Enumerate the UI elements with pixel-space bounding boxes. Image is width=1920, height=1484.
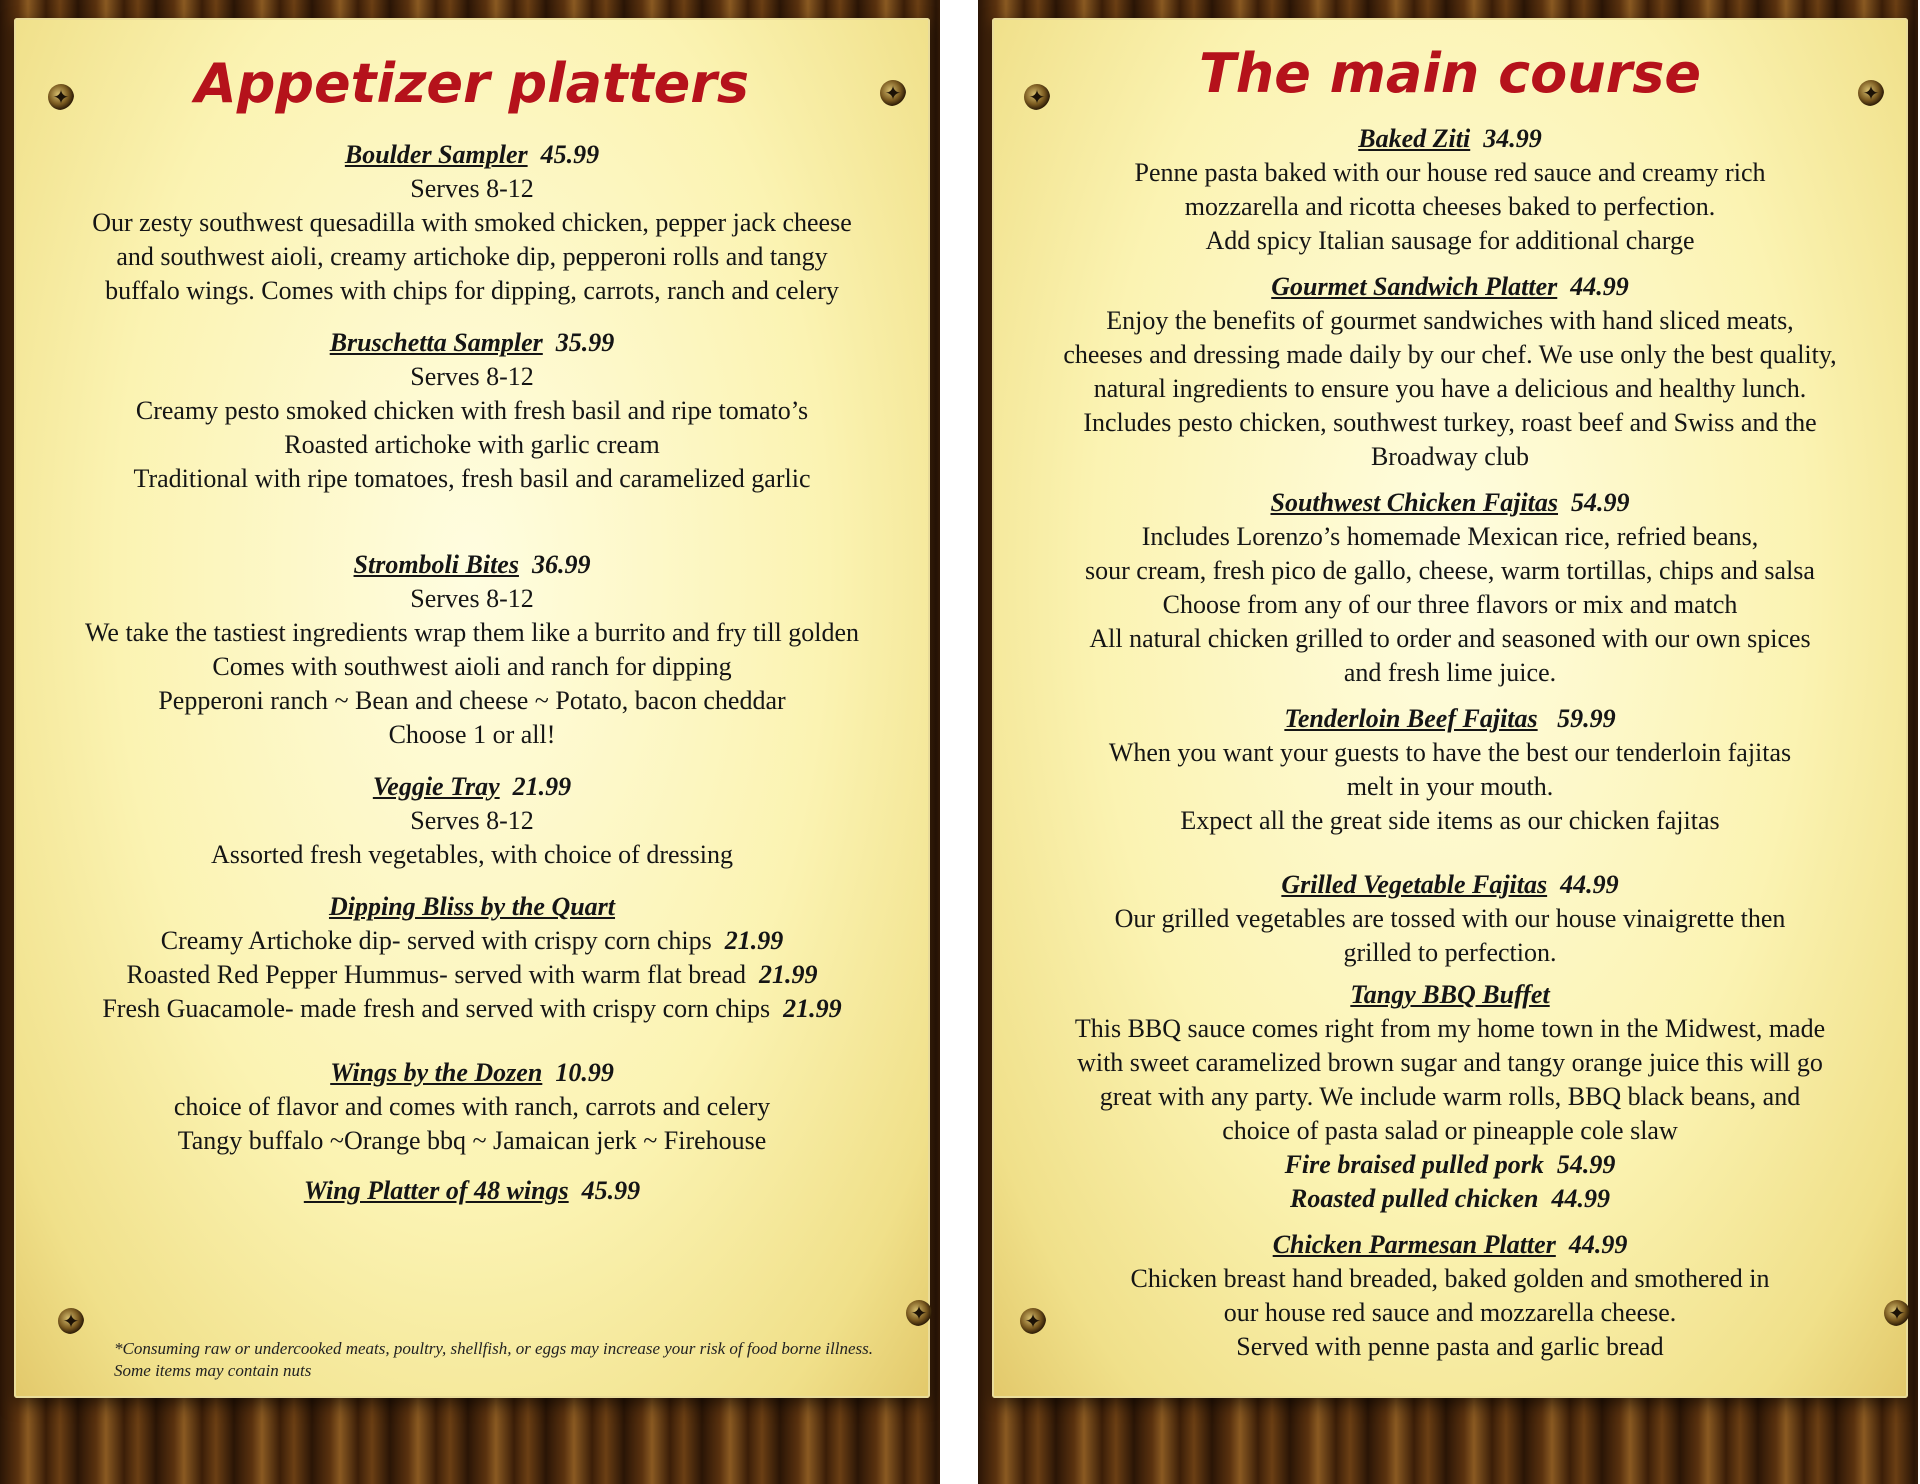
menu-item-dipping-bliss <box>14 890 930 1026</box>
item-name: Dipping Bliss by the Quart <box>328 892 616 921</box>
menu-item-stromboli-bites <box>14 548 930 752</box>
item-name: Tenderloin Beef Fajitas <box>1284 704 1538 733</box>
page-title: The main course <box>1198 42 1702 105</box>
description-line: melt in your mouth. <box>1346 772 1554 801</box>
description-line: Assorted fresh vegetables, with choice of dressing <box>210 840 734 869</box>
item-name: Baked Ziti <box>1358 124 1471 153</box>
item-name: Gourmet Sandwich Platter <box>1271 272 1558 301</box>
item-price: 35.99 <box>555 328 615 357</box>
thumbtack-icon: ✦ <box>1024 84 1050 110</box>
description-line: with sweet caramelized brown sugar and tangy orange juice this will go <box>1077 1048 1823 1077</box>
description-line: cheeses and dressing made daily by our chef. We use only the best quality, <box>1063 340 1837 369</box>
description-line: Choose from any of our three flavors or mix and match <box>1162 590 1738 619</box>
menu-item-tangy-bbq-buffet <box>992 978 1908 1216</box>
menu-item-veggie-tray <box>14 770 930 872</box>
serves-text: Serves 8-12 <box>410 806 534 835</box>
item-price: 54.99 <box>1571 488 1630 517</box>
menu-item-gourmet-sandwich-platter <box>992 270 1908 474</box>
description-line: and fresh lime juice. <box>1343 658 1557 687</box>
item-price: 44.99 <box>1568 1230 1628 1259</box>
description-line: choice of flavor and comes with ranch, carrots and celery <box>173 1092 771 1121</box>
menu-item-tenderloin-beef-fajitas <box>992 702 1908 838</box>
description-line: Includes Lorenzo’s homemade Mexican rice, refried beans, <box>1141 522 1759 551</box>
description-line: Broadway club <box>1370 442 1530 471</box>
item-name: Chicken Parmesan Platter <box>1272 1230 1556 1259</box>
item-price: 45.99 <box>581 1176 641 1205</box>
food-safety-disclaimer: *Consuming raw or undercooked meats, poultry, shellfish, or eggs may increase your risk of food borne illness. Some items may contain nuts <box>114 1339 873 1380</box>
description-line: Our zesty southwest quesadilla with smoked chicken, pepper jack cheese <box>92 208 852 237</box>
description-line: natural ingredients to ensure you have a delicious and healthy lunch. <box>1093 374 1807 403</box>
serves-text: Serves 8-12 <box>410 174 534 203</box>
appetizer-menu-paper <box>14 18 930 1398</box>
description-line: Served with penne pasta and garlic bread <box>1236 1332 1664 1361</box>
dip-option-text: Roasted Red Pepper Hummus- served with warm flat bread <box>126 960 746 989</box>
description-line: Comes with southwest aioli and ranch for dipping <box>212 652 732 681</box>
serves-text: Serves 8-12 <box>410 362 534 391</box>
description-line: Chicken breast hand breaded, baked golden and smothered in <box>1130 1264 1770 1293</box>
main-course-menu-paper <box>992 18 1908 1398</box>
item-price: 45.99 <box>540 140 600 169</box>
description-line: Tangy buffalo ~Orange bbq ~ Jamaican jerk ~ Firehouse <box>177 1126 767 1155</box>
bbq-option-price: 54.99 <box>1556 1150 1616 1179</box>
description-line: Choose 1 or all! <box>388 720 556 749</box>
description-line: grilled to perfection. <box>1343 938 1557 967</box>
description-line: great with any party. We include warm rolls, BBQ black beans, and <box>1099 1082 1801 1111</box>
dip-option <box>14 958 930 992</box>
item-name: Stromboli Bites <box>353 550 519 579</box>
description-line: buffalo wings. Comes with chips for dipping, carrots, ranch and celery <box>105 276 839 305</box>
description-line: All natural chicken grilled to order and seasoned with our own spices <box>1089 624 1811 653</box>
item-name: Wing Platter of 48 wings <box>303 1176 569 1205</box>
dip-option-price: 21.99 <box>759 960 818 989</box>
description-line: choice of pasta salad or pineapple cole slaw <box>1222 1116 1678 1145</box>
bbq-option-text: Fire braised pulled pork <box>1284 1150 1544 1179</box>
menu-item-boulder-sampler <box>14 138 930 308</box>
dip-option <box>14 924 930 958</box>
description-line: Traditional with ripe tomatoes, fresh basil and caramelized garlic <box>133 464 811 493</box>
item-name: Boulder Sampler <box>344 140 528 169</box>
thumbtack-icon: ✦ <box>880 80 906 106</box>
item-price: 59.99 <box>1557 704 1616 733</box>
bbq-option <box>992 1148 1908 1182</box>
thumbtack-icon: ✦ <box>48 84 74 110</box>
description-line: mozzarella and ricotta cheeses baked to perfection. <box>1184 192 1716 221</box>
menu-item-wing-platter <box>14 1174 930 1208</box>
description-line: Expect all the great side items as our chicken fajitas <box>1180 806 1720 835</box>
menu-item-southwest-chicken-fajitas <box>992 486 1908 690</box>
dip-option-price: 21.99 <box>783 994 842 1023</box>
item-name: Bruschetta Sampler <box>329 328 543 357</box>
description-line: Penne pasta baked with our house red sauce and creamy rich <box>1134 158 1766 187</box>
description-line: Pepperoni ranch ~ Bean and cheese ~ Potato, bacon cheddar <box>158 686 786 715</box>
description-line: sour cream, fresh pico de gallo, cheese, warm tortillas, chips and salsa <box>1085 556 1815 585</box>
item-name: Tangy BBQ Buffet <box>1350 980 1550 1009</box>
description-line: When you want your guests to have the best our tenderloin fajitas <box>1108 738 1792 767</box>
thumbtack-icon: ✦ <box>1884 1300 1910 1326</box>
serves-text: Serves 8-12 <box>410 584 534 613</box>
item-price: 44.99 <box>1560 870 1619 899</box>
menu-item-chicken-parmesan-platter <box>992 1228 1908 1364</box>
item-name: Wings by the Dozen <box>330 1058 543 1087</box>
description-line: Roasted artichoke with garlic cream <box>284 430 660 459</box>
thumbtack-icon: ✦ <box>906 1300 932 1326</box>
dip-option-text: Fresh Guacamole- made fresh and served with crispy corn chips <box>102 994 771 1023</box>
item-price: 10.99 <box>555 1058 614 1087</box>
item-price: 44.99 <box>1570 272 1629 301</box>
main-course-content <box>992 42 1908 1364</box>
left-menu-board <box>0 0 940 1484</box>
bbq-option <box>992 1182 1908 1216</box>
description-line: Enjoy the benefits of gourmet sandwiches with hand sliced meats, <box>1106 306 1794 335</box>
dip-option <box>14 992 930 1026</box>
menu-item-bruschetta-sampler <box>14 326 930 496</box>
bbq-option-text: Roasted pulled chicken <box>1290 1184 1539 1213</box>
description-line: our house red sauce and mozzarella cheese. <box>1223 1298 1677 1327</box>
menu-item-grilled-vegetable-fajitas <box>992 868 1908 970</box>
appetizer-menu-content <box>14 52 930 1208</box>
description-line: We take the tastiest ingredients wrap them like a burrito and fry till golden <box>84 618 860 647</box>
description-line: Our grilled vegetables are tossed with our house vinaigrette then <box>1114 904 1786 933</box>
item-price: 36.99 <box>531 550 591 579</box>
dip-option-price: 21.99 <box>724 926 784 955</box>
description-line: This BBQ sauce comes right from my home town in the Midwest, made <box>1074 1014 1826 1043</box>
item-name: Grilled Vegetable Fajitas <box>1281 870 1548 899</box>
thumbtack-icon: ✦ <box>1858 80 1884 106</box>
bbq-option-price: 44.99 <box>1551 1184 1610 1213</box>
thumbtack-icon: ✦ <box>1020 1308 1046 1334</box>
menu-item-baked-ziti <box>992 122 1908 258</box>
page-title: Appetizer platters <box>194 52 750 115</box>
thumbtack-icon: ✦ <box>58 1308 84 1334</box>
item-price: 21.99 <box>512 772 572 801</box>
menu-item-wings-by-the-dozen <box>14 1056 930 1158</box>
description-line: Includes pesto chicken, southwest turkey, roast beef and Swiss and the <box>1083 408 1817 437</box>
item-name: Veggie Tray <box>372 772 500 801</box>
item-name: Southwest Chicken Fajitas <box>1270 488 1559 517</box>
description-line: Creamy pesto smoked chicken with fresh basil and ripe tomato’s <box>135 396 809 425</box>
right-menu-board <box>978 0 1918 1484</box>
dip-option-text: Creamy Artichoke dip- served with crispy corn chips <box>160 926 712 955</box>
description-line: and southwest aioli, creamy artichoke dip, pepperoni rolls and tangy <box>116 242 828 271</box>
item-price: 34.99 <box>1483 124 1542 153</box>
description-line: Add spicy Italian sausage for additional charge <box>1205 226 1695 255</box>
